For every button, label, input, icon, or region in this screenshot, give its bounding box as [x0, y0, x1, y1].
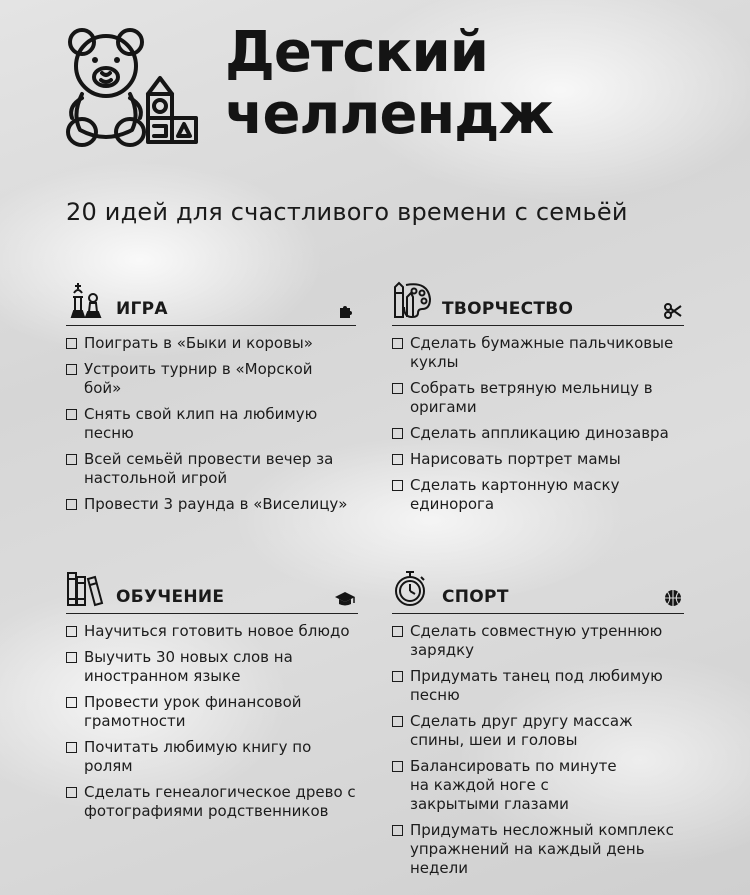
checkbox[interactable] [392, 454, 403, 465]
list-item [392, 476, 684, 514]
list-item [392, 757, 684, 814]
list-item [392, 667, 684, 705]
section-title: ОБУЧЕНИЕ [116, 587, 225, 607]
checkbox[interactable] [66, 364, 77, 375]
graduation-cap-icon [334, 591, 356, 607]
scissors-icon [664, 303, 682, 319]
list-item [392, 379, 684, 417]
item-text: Сделать генеалогическое древо с фотографиями родственников [84, 783, 356, 820]
puzzle-piece-icon [338, 303, 354, 319]
stopwatch-icon [392, 569, 428, 607]
checkbox[interactable] [392, 428, 403, 439]
item-text: Почитать любимую книгу по ролям [84, 738, 312, 775]
title-line-1: Детский [225, 20, 488, 85]
list-item [66, 648, 358, 686]
task-list [392, 334, 684, 514]
item-text: Сделать друг другу массаж спины, шеи и головы [410, 712, 633, 749]
item-text: Поиграть в «Быки и коровы» [84, 334, 313, 352]
item-text: Снять свой клип на любимую песню [84, 405, 318, 442]
list-item [392, 450, 684, 469]
list-item [66, 405, 356, 443]
checkbox[interactable] [66, 697, 77, 708]
section-header [392, 564, 684, 614]
list-item [66, 783, 358, 821]
palette-brushes-icon [392, 279, 432, 319]
checkbox[interactable] [392, 383, 403, 394]
task-list [66, 622, 358, 821]
section-header [66, 564, 358, 614]
list-item [66, 495, 356, 514]
section-header [392, 276, 684, 326]
item-text: Выучить 30 новых слов на иностранном языке [84, 648, 293, 685]
list-item [392, 424, 684, 443]
list-item [66, 693, 358, 731]
checkbox[interactable] [66, 742, 77, 753]
page-subtitle: 20 идей для счастливого времени с семьёй [66, 198, 628, 226]
checkbox[interactable] [66, 409, 77, 420]
section-title: СПОРТ [442, 587, 509, 607]
item-text: Устроить турнир в «Морской бой» [84, 360, 313, 397]
item-text: Нарисовать портрет мамы [410, 450, 621, 468]
item-text: Балансировать по минуте на каждой ноге с закрытыми глазами [410, 757, 617, 813]
item-text: Сделать картонную маску единорога [410, 476, 620, 513]
checkbox[interactable] [66, 652, 77, 663]
section-igra [66, 276, 356, 521]
list-item [392, 622, 684, 660]
section-tvorchestvo [392, 276, 684, 521]
list-item [392, 334, 684, 372]
list-item [66, 738, 358, 776]
section-header [66, 276, 356, 326]
title-line-2: челлендж [225, 82, 554, 147]
teddy-bear-with-blocks-icon [60, 22, 200, 152]
item-text: Всей семьёй провести вечер за настольной игрой [84, 450, 334, 487]
checkbox[interactable] [392, 716, 403, 727]
list-item [66, 360, 356, 398]
checkbox[interactable] [66, 454, 77, 465]
checkbox[interactable] [392, 671, 403, 682]
section-obuchenie [66, 564, 358, 828]
section-sport [392, 564, 684, 885]
list-item [66, 450, 356, 488]
item-text: Сделать совместную утреннюю зарядку [410, 622, 663, 659]
checkbox[interactable] [66, 787, 77, 798]
basketball-icon [664, 589, 682, 607]
checkbox[interactable] [392, 338, 403, 349]
item-text: Придумать несложный комплекс упражнений на каждый день недели [410, 821, 674, 877]
checkbox[interactable] [392, 626, 403, 637]
checkbox[interactable] [392, 480, 403, 491]
page-title [225, 22, 553, 146]
item-text: Сделать аппликацию динозавра [410, 424, 669, 442]
list-item [66, 622, 358, 641]
list-item [66, 334, 356, 353]
task-list [392, 622, 684, 878]
item-text: Провести урок финансовой грамотности [84, 693, 302, 730]
list-item [392, 712, 684, 750]
checkbox[interactable] [392, 825, 403, 836]
item-text: Собрать ветряную мельницу в оригами [410, 379, 653, 416]
task-list [66, 334, 356, 514]
checkbox[interactable] [392, 761, 403, 772]
item-text: Провести 3 раунда в «Виселицу» [84, 495, 348, 513]
list-item [392, 821, 684, 878]
section-title: ТВОРЧЕСТВО [442, 299, 574, 319]
checkbox[interactable] [66, 338, 77, 349]
chess-pieces-icon [66, 279, 102, 319]
checkbox[interactable] [66, 626, 77, 637]
item-text: Научиться готовить новое блюдо [84, 622, 350, 640]
section-title: ИГРА [116, 299, 168, 319]
books-icon [66, 569, 104, 607]
checkbox[interactable] [66, 499, 77, 510]
item-text: Сделать бумажные пальчиковые куклы [410, 334, 674, 371]
item-text: Придумать танец под любимую песню [410, 667, 663, 704]
